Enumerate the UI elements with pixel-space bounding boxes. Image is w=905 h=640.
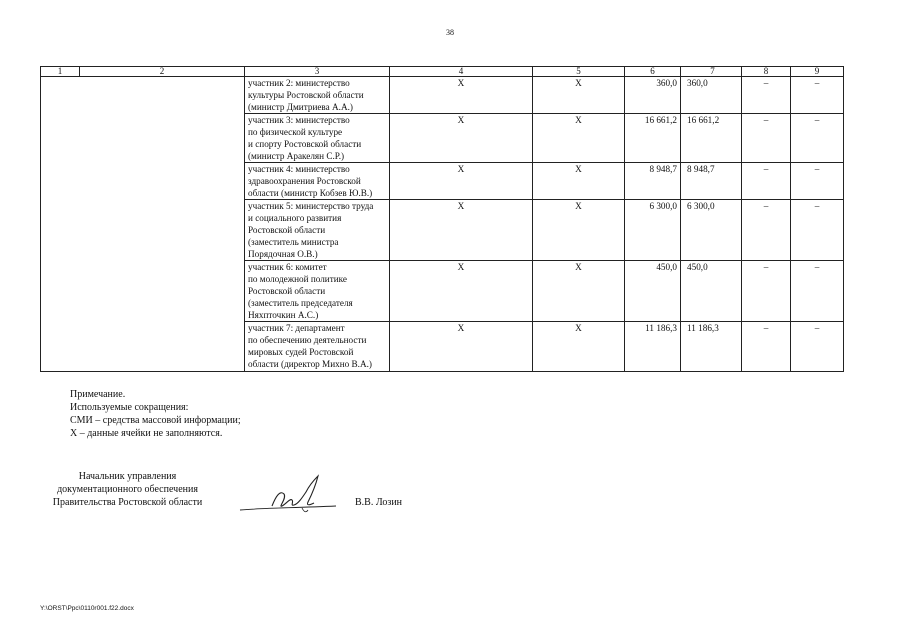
col5-cell: Х (533, 322, 625, 372)
col5-cell: Х (533, 163, 625, 200)
col4-cell: Х (390, 163, 533, 200)
col7-value-cell: 16 661,2 (681, 114, 742, 163)
col5-cell: Х (533, 114, 625, 163)
participant-cell: участник 4: министерство здравоохранения Ростовской области (министр Кобзев Ю.В.) (245, 163, 390, 200)
col4-cell: Х (390, 261, 533, 322)
col9-cell: – (791, 261, 844, 322)
note-abbreviation-x: Х – данные ячейки не заполняются. (70, 428, 223, 439)
col7-value-cell: 8 948,7 (681, 163, 742, 200)
signatory-title (40, 470, 215, 509)
participant-cell: участник 3: министерство по физической культуре и спорту Ростовской области (министр Аракелян С.Р.) (245, 114, 390, 163)
header-cell: 6 (625, 67, 681, 77)
col7-value-cell: 6 300,0 (681, 200, 742, 261)
col9-cell: – (791, 77, 844, 114)
note-abbreviation-smi: СМИ – средства массовой информации; (70, 415, 241, 426)
col6-value-cell: 360,0 (625, 77, 681, 114)
handwritten-signature (232, 470, 342, 520)
note-title: Примечание. (70, 389, 126, 400)
table-header-row (41, 67, 844, 77)
col7-value-cell: 11 186,3 (681, 322, 742, 372)
col9-cell: – (791, 114, 844, 163)
footer-file-path: Y:\ORST\Ppc\0110r001.f22.docx (40, 605, 134, 612)
col5-cell: Х (533, 200, 625, 261)
col6-value-cell: 450,0 (625, 261, 681, 322)
signatory-title-line: документационного обеспечения (57, 484, 198, 495)
header-cell: 2 (80, 67, 245, 77)
participant-cell: участник 2: министерство культуры Ростовской области (министр Дмитриева А.А.) (245, 77, 390, 114)
col5-cell: Х (533, 77, 625, 114)
col8-cell: – (742, 261, 791, 322)
participant-cell: участник 6: комитет по молодежной политике Ростовской области (заместитель председателя Няхпточкин А.С.) (245, 261, 390, 322)
col6-value-cell: 8 948,7 (625, 163, 681, 200)
signatory-title-line: Начальник управления (78, 471, 177, 482)
empty-cell (41, 77, 80, 372)
col6-value-cell: 16 661,2 (625, 114, 681, 163)
note-abbreviations-label: Используемые сокращения: (70, 402, 189, 413)
header-cell: 5 (533, 67, 625, 77)
header-cell: 8 (742, 67, 791, 77)
col8-cell: – (742, 114, 791, 163)
col7-value-cell: 360,0 (681, 77, 742, 114)
participant-cell: участник 5: министерство труда и социального развития Ростовской области (заместитель министра Порядочная О.В.) (245, 200, 390, 261)
col9-cell: – (791, 200, 844, 261)
empty-cell (80, 77, 245, 372)
col5-cell: Х (533, 261, 625, 322)
page-number: 38 (446, 28, 454, 37)
participant-cell: участник 7: департамент по обеспечению деятельности мировых судей Ростовской области (директор Михно В.А.) (245, 322, 390, 372)
header-cell: 3 (245, 67, 390, 77)
header-cell: 1 (41, 67, 80, 77)
col8-cell: – (742, 322, 791, 372)
col4-cell: Х (390, 200, 533, 261)
col6-value-cell: 6 300,0 (625, 200, 681, 261)
table-row (41, 77, 844, 114)
col8-cell: – (742, 163, 791, 200)
signatory-name: В.В. Лозин (355, 497, 403, 508)
header-cell: 9 (791, 67, 844, 77)
col9-cell: – (791, 163, 844, 200)
col8-cell: – (742, 77, 791, 114)
col9-cell: – (791, 322, 844, 372)
data-table (40, 66, 844, 372)
signatory-title-line: Правительства Ростовской области (52, 497, 203, 508)
col4-cell: Х (390, 77, 533, 114)
col7-value-cell: 450,0 (681, 261, 742, 322)
col8-cell: – (742, 200, 791, 261)
col4-cell: Х (390, 322, 533, 372)
col4-cell: Х (390, 114, 533, 163)
header-cell: 7 (681, 67, 742, 77)
note-block (70, 388, 241, 440)
col6-value-cell: 11 186,3 (625, 322, 681, 372)
header-cell: 4 (390, 67, 533, 77)
